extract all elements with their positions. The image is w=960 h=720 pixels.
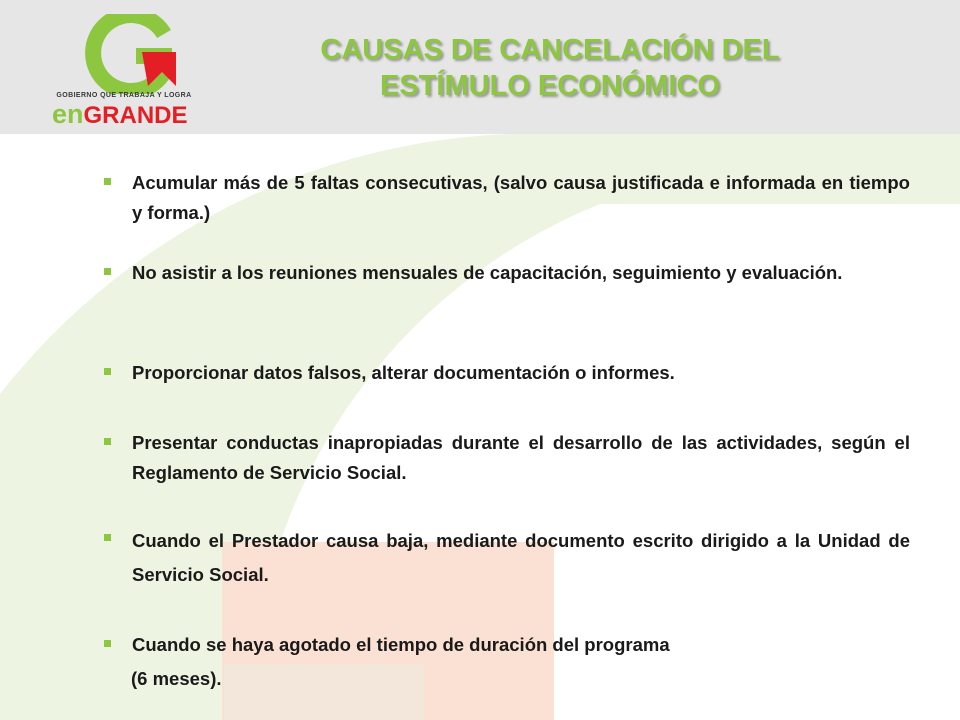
bullet-marker-icon bbox=[104, 178, 111, 185]
list-item bbox=[104, 524, 910, 592]
peach-block-inner bbox=[224, 664, 424, 720]
logo-brand-grande: GRANDE bbox=[83, 102, 188, 129]
page-title bbox=[250, 32, 850, 104]
list-item-text: No asistir a los reuniones mensuales de capacitación, seguimiento y evaluación. bbox=[132, 262, 843, 283]
list-item-text: Cuando el Prestador causa baja, mediante documento escrito dirigido a la Unidad de Servicio Social. bbox=[132, 530, 910, 585]
logo-tagline: GOBIERNO QUE TRABAJA Y LOGRA bbox=[56, 92, 192, 99]
list-item bbox=[104, 168, 910, 228]
logo-g-icon bbox=[44, 14, 204, 94]
page-title-line-2: ESTÍMULO ECONÓMICO bbox=[380, 70, 720, 102]
bullet-marker-icon bbox=[104, 368, 111, 375]
bullet-marker-icon bbox=[104, 534, 111, 541]
list-item bbox=[104, 428, 910, 488]
list-item-text: Presentar conductas inapropiadas durante el desarrollo de las actividades, según el Reglamento de Servicio Social. bbox=[132, 432, 910, 483]
list-item-text: Proporcionar datos falsos, alterar documentación o informes. bbox=[132, 362, 675, 383]
list-item bbox=[104, 358, 910, 388]
list-item bbox=[104, 630, 910, 660]
bullet-marker-icon bbox=[104, 640, 111, 647]
logo bbox=[44, 14, 214, 129]
list-item-text: Cuando se haya agotado el tiempo de duración del programa bbox=[132, 634, 670, 655]
logo-brand-en: en bbox=[52, 99, 84, 129]
list-item-text: Acumular más de 5 faltas consecutivas, (salvo causa justificada e informada en tiempo y forma.) bbox=[132, 172, 910, 223]
list-item bbox=[104, 258, 910, 288]
bullet-marker-icon bbox=[104, 438, 111, 445]
list-item-continuation: (6 meses). bbox=[131, 668, 222, 689]
bullet-marker-icon bbox=[104, 268, 111, 275]
page-title-line-1: CAUSAS DE CANCELACIÓN DEL bbox=[320, 34, 780, 66]
logo-brand bbox=[52, 100, 188, 130]
